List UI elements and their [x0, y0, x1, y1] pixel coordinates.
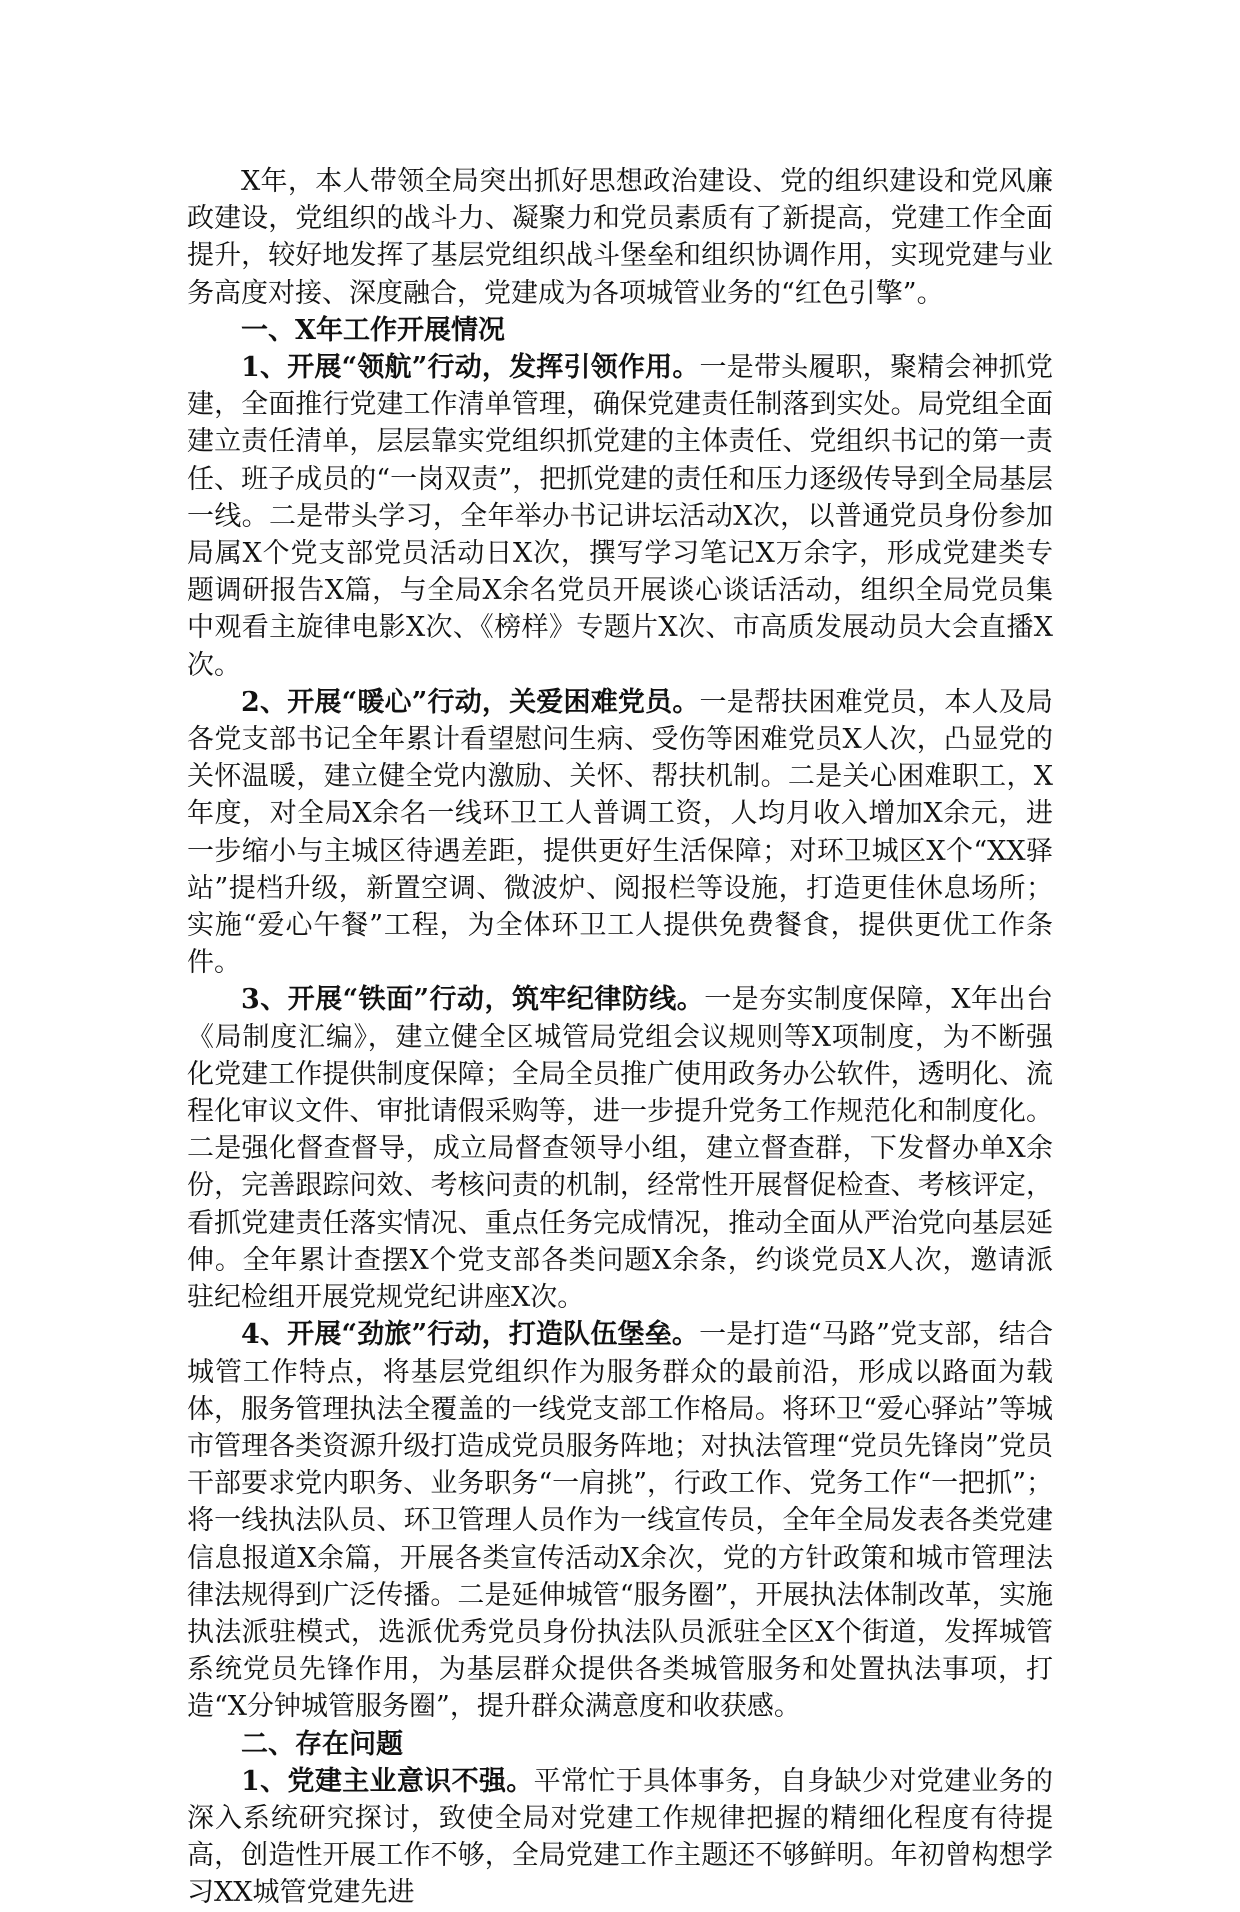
section-heading-2: 二、存在问题 — [241, 1728, 403, 1760]
intro-paragraph: X年，本人带领全局突出抓好思想政治建设、党的组织建设和党风廉政建设，党组织的战斗力、凝聚力和党员素质有了新提高，党建工作全面提升，较好地发挥了基层党组织战斗堡垒和组织协调作用，实现党建与业务高度对接、深度融合，党建成为各项城管业务的“红色引擎”。 — [187, 166, 1053, 309]
item-body: 平常忙于具体事务，自身缺少对党建业务的深入系统研究探讨，致使全局对党建工作规律把握的精细化程度有待提高，创造性开展工作不够，全局党建工作主题还不够鲜明。年初曾构想学习XX城管党建先进 — [187, 1765, 1053, 1909]
item-lead: 1、开展“领航”行动，发挥引领作用。 — [241, 352, 700, 384]
section1-item-3 — [187, 981, 1053, 1316]
section1-item-1 — [187, 349, 1053, 684]
item-body: 一是帮扶困难党员，本人及局各党支部书记全年累计看望慰问生病、受伤等困难党员X人次，凸显党的关怀温暖，建立健全党内激励、关怀、帮扶机制。二是关心困难职工，X年度，对全局X余名一线环卫工人普调工资，人均月收入增加X余元，进一步缩小与主城区待遇差距，提供更好生活保障；对环卫城区X个“XX驿站”提档升级，新置空调、微波炉、阅报栏等设施，打造更佳休息场所；实施“爱心午餐”工程，为全体环卫工人提供免费餐食，提供更优工作条件。 — [187, 686, 1053, 979]
item-lead: 2、开展“暖心”行动，关爱困难党员。 — [241, 686, 700, 718]
item-lead: 1、党建主业意识不强。 — [241, 1765, 534, 1797]
section1-item-4 — [187, 1316, 1053, 1725]
section-heading-1: 一、X年工作开展情况 — [241, 314, 505, 346]
item-body: 一是夯实制度保障，X年出台《局制度汇编》，建立健全区城管局党组会议规则等X项制度，为不断强化党建工作提供制度保障；全局全员推广使用政务办公软件，透明化、流程化审议文件、审批请假采购等，进一步提升党务工作规范化和制度化。二是强化督查督导，成立局督查领导小组，建立督查群，下发督办单X余份，完善跟踪问效、考核问责的机制，经常性开展督促检查、考核评定，看抓党建责任落实情况、重点任务完成情况，推动全面从严治党向基层延伸。全年累计查摆X个党支部各类问题X余条，约谈党员X人次，邀请派驻纪检组开展党规党纪讲座X次。 — [187, 984, 1053, 1314]
item-body: 一是带头履职，聚精会神抓党建，全面推行党建工作清单管理，确保党建责任制落到实处。局党组全面建立责任清单，层层靠实党组织抓党建的主体责任、党组织书记的第一责任、班子成员的“一岗双责”，把抓党建的责任和压力逐级传导到全局基层一线。二是带头学习，全年举办书记讲坛活动X次，以普通党员身份参加局属X个党支部党员活动日X次，撰写学习笔记X万余字，形成党建类专题调研报告X篇，与全局X余名党员开展谈心谈话活动，组织全局党员集中观看主旋律电影X次、《榜样》专题片X次、市高质发展动员大会直播X次。 — [187, 352, 1053, 681]
section2-item-1 — [187, 1763, 1053, 1912]
item-body: 一是打造“马路”党支部，结合城管工作特点，将基层党组织作为服务群众的最前沿，形成以路面为载体，服务管理执法全覆盖的一线党支部工作格局。将环卫“爱心驿站”等城市管理各类资源升级打造成党员服务阵地；对执法管理“党员先锋岗”党员干部要求党内职务、业务职务“一肩挑”，行政工作、党务工作“一把抓”；将一线执法队员、环卫管理人员作为一线宣传员，全年全局发表各类党建信息报道X余篇，开展各类宣传活动X余次，党的方针政策和城市管理法律法规得到广泛传播。二是延伸城管“服务圈”，开展执法体制改革，实施执法派驻模式，选派优秀党员身份执法队员派驻全区X个街道，发挥城管系统党员先锋作用，为基层群众提供各类城管服务和处置执法事项，打造“X分钟城管服务圈”，提升群众满意度和收获感。 — [187, 1319, 1053, 1723]
item-lead: 3、开展“铁面”行动，筑牢纪律防线。 — [241, 984, 705, 1016]
item-lead: 4、开展“劲旅”行动，打造队伍堡垒。 — [241, 1319, 700, 1351]
section1-item-2 — [187, 684, 1053, 982]
document-body — [187, 163, 1053, 1912]
